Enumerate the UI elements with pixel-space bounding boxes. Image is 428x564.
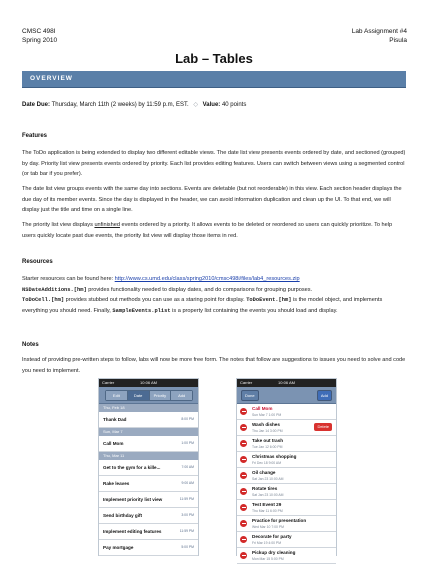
date-due-label: Date Due: <box>22 102 51 108</box>
row-title: Implement priority list view <box>103 497 163 502</box>
code-todocell: ToDoCell.[hm] <box>22 297 65 304</box>
delete-control-icon[interactable] <box>240 456 247 463</box>
table-row[interactable] <box>99 524 198 540</box>
code-nsdateadditions: NSDateAdditions.[hm] <box>22 286 87 293</box>
row-title: Christmas shopping <box>252 454 297 459</box>
row-subtitle: Fri Dec 18 9:00 AM <box>252 461 282 465</box>
row-time: 11:59 PM <box>179 497 194 501</box>
row-subtitle: Wed Mar 10 7:00 PM <box>252 525 284 529</box>
delete-control-icon[interactable] <box>240 488 247 495</box>
row-subtitle: Mon Mar 15 5:00 PM <box>252 557 284 561</box>
header-right <box>352 27 407 45</box>
priority-list-screenshot <box>236 378 337 561</box>
nav-bar <box>237 387 336 404</box>
row-time: 7:00 AM <box>181 465 194 469</box>
row-subtitle: Thu Jan 14 3:00 PM <box>252 429 283 433</box>
features-paragraph-1: The ToDo application is being extended to display two different editable views. The date list view presents events ordered by date, and sectioned (grouped) by day. Priority list view presents events ordered by priority. Each list provides editing features. Users can switch between views using a segmented control (or tab bar if you prefer). <box>22 150 406 178</box>
delete-button[interactable]: Delete <box>314 423 332 431</box>
overview-label: OVERVIEW <box>30 75 73 82</box>
notes-heading: Notes <box>22 342 39 348</box>
done-button[interactable]: Done <box>241 390 259 401</box>
assignment-number: Lab Assignment #4 <box>351 28 407 35</box>
row-subtitle: Sat Jan 23 10:00 AM <box>252 477 284 481</box>
overview-section-bar <box>22 71 406 88</box>
table-row[interactable] <box>237 436 336 452</box>
row-subtitle: Thu Mar 11 6:00 PM <box>252 509 283 513</box>
row-subtitle: Sun Mar 7 1:00 PM <box>252 413 282 417</box>
row-subtitle: Sat Jan 23 10:00 AM <box>252 493 284 497</box>
table-row[interactable] <box>237 484 336 500</box>
row-title: Implement editing features <box>103 529 162 534</box>
row-title: Pay mortgage <box>103 545 134 550</box>
status-bar: Carrier 10:06 AM <box>237 379 336 387</box>
section-header: Sun, Mar 7 <box>99 428 198 436</box>
priority-list-table <box>237 404 336 564</box>
date-due-row <box>22 101 246 108</box>
table-row[interactable] <box>99 508 198 524</box>
delete-control-icon[interactable] <box>240 504 247 511</box>
segment-priority[interactable]: Priority <box>150 391 172 400</box>
table-row[interactable] <box>237 548 336 564</box>
row-time: 9:00 AM <box>181 481 194 485</box>
table-row[interactable] <box>237 516 336 532</box>
delete-control-icon[interactable] <box>240 520 247 527</box>
term: Spring 2010 <box>22 37 58 44</box>
segmented-control[interactable] <box>105 390 193 401</box>
add-button[interactable]: Add <box>317 390 332 401</box>
row-title: Call Mom <box>252 406 273 411</box>
row-time: 8:00 PM <box>181 417 194 421</box>
row-time: 5:00 PM <box>181 545 194 549</box>
page-title: Lab – Tables <box>175 51 253 66</box>
row-time: 11:59 PM <box>179 529 194 533</box>
segment-add[interactable]: Add <box>171 391 192 400</box>
row-time: 3:00 PM <box>181 513 194 517</box>
row-title: Oil change <box>252 470 276 475</box>
row-subtitle: Fri Mar 19 4:00 PM <box>252 541 282 545</box>
status-bar: Carrier 10:06 AM <box>99 379 198 387</box>
table-row[interactable] <box>237 500 336 516</box>
table-row[interactable] <box>99 460 198 476</box>
value-label: Value: <box>202 102 221 108</box>
section-header: Thu, Mar 11 <box>99 452 198 460</box>
delete-control-icon[interactable] <box>240 440 247 447</box>
delete-control-icon[interactable] <box>240 408 247 415</box>
notes-paragraph: Instead of providing pre-written steps to follow, labs will now be more free form. The notes that follow are suggestions to issues you need to solve and code you need to implement. <box>22 357 406 374</box>
delete-control-icon[interactable] <box>240 536 247 543</box>
row-title: Pickup dry cleaning <box>252 550 296 555</box>
delete-control-icon[interactable] <box>240 552 247 559</box>
table-row[interactable] <box>237 404 336 420</box>
row-title: Get to the gym for a kille... <box>103 465 161 470</box>
row-subtitle: Tue Jan 12 6:00 PM <box>252 445 283 449</box>
table-row[interactable] <box>237 452 336 468</box>
segment-edit[interactable]: Edit <box>106 391 128 400</box>
row-title: Test Event 29 <box>252 502 282 507</box>
value-points: 40 points <box>221 102 247 108</box>
header-left <box>22 27 57 45</box>
delete-control-icon[interactable] <box>240 472 247 479</box>
author-name: Pisula <box>389 37 407 44</box>
row-time: 1:00 PM <box>181 441 194 445</box>
table-row[interactable] <box>99 412 198 428</box>
date-due-value: Thursday, March 11th (2 weeks) by 11:59 p.m, EST. <box>51 102 189 108</box>
table-row[interactable] <box>237 532 336 548</box>
row-title: Thank Dad <box>103 417 127 422</box>
resources-link[interactable]: http://www.cs.umd.edu/class/spring2010/cmsc498i/files/lab4_resources.zip <box>114 276 300 282</box>
delete-control-icon[interactable] <box>240 424 247 431</box>
table-row[interactable] <box>99 476 198 492</box>
features-paragraph-3: The priority list view displays unfinished events ordered by a priority. It allows events to be deleted or reordered so users can quickly prioritize. To help users quickly locate past due events, the priority list view will display those items in red. <box>22 222 393 239</box>
row-title: Take out trash <box>252 438 284 443</box>
row-title: Decorate for party <box>252 534 292 539</box>
row-title: Send birthday gift <box>103 513 143 518</box>
row-title: Rotate tires <box>252 486 278 491</box>
row-title: Practice for presentation <box>252 518 307 523</box>
resources-paragraph: Starter resources can be found here: http://www.cs.umd.edu/class/spring2010/cmsc498i/files/lab4_resources.zip NSDateAdditions.[hm] provides functionality needed to display dates, and do comparisons for grouping purposes. ToDoCell.[hm] provides stubbed out methods you can use as a staring point for display. ToDoEvent.[hm] is the model object, and implements everything you should need. Finally, SampleEvents.plist is a property list containing the events you should load and display. <box>22 276 383 314</box>
segment-date[interactable]: Date <box>128 391 150 400</box>
features-paragraph-2: The date list view groups events with the same day into sections. Events are deletable (but not reorderable) in this view. Each section header displays the due day of its member events. Since the day is displayed in the header, we can avoid information duplication and clean up the UI. To that end, we will display just the title and time on a single line. <box>22 186 402 214</box>
table-row[interactable] <box>237 420 336 436</box>
date-list-screenshot <box>98 378 199 556</box>
date-list-table <box>99 404 198 556</box>
course-code: CMSC 498I <box>22 28 56 35</box>
code-sampleevents: SampleEvents.plist <box>112 307 171 314</box>
table-row[interactable] <box>99 492 198 508</box>
table-row[interactable] <box>99 540 198 556</box>
table-row[interactable] <box>99 436 198 452</box>
unfinished-underlined: unfinished <box>94 222 120 228</box>
diamond-icon: ◇ <box>193 102 198 108</box>
nav-bar <box>99 387 198 404</box>
resources-heading: Resources <box>22 259 53 265</box>
row-title: Call Mom <box>103 441 124 446</box>
row-title: Wash dishes <box>252 422 280 427</box>
table-row[interactable] <box>237 468 336 484</box>
row-title: Rake leaves <box>103 481 130 486</box>
code-todoevent: ToDoEvent.[hm] <box>246 297 292 304</box>
section-header: Thu, Feb 18 <box>99 404 198 412</box>
features-heading: Features <box>22 133 48 139</box>
